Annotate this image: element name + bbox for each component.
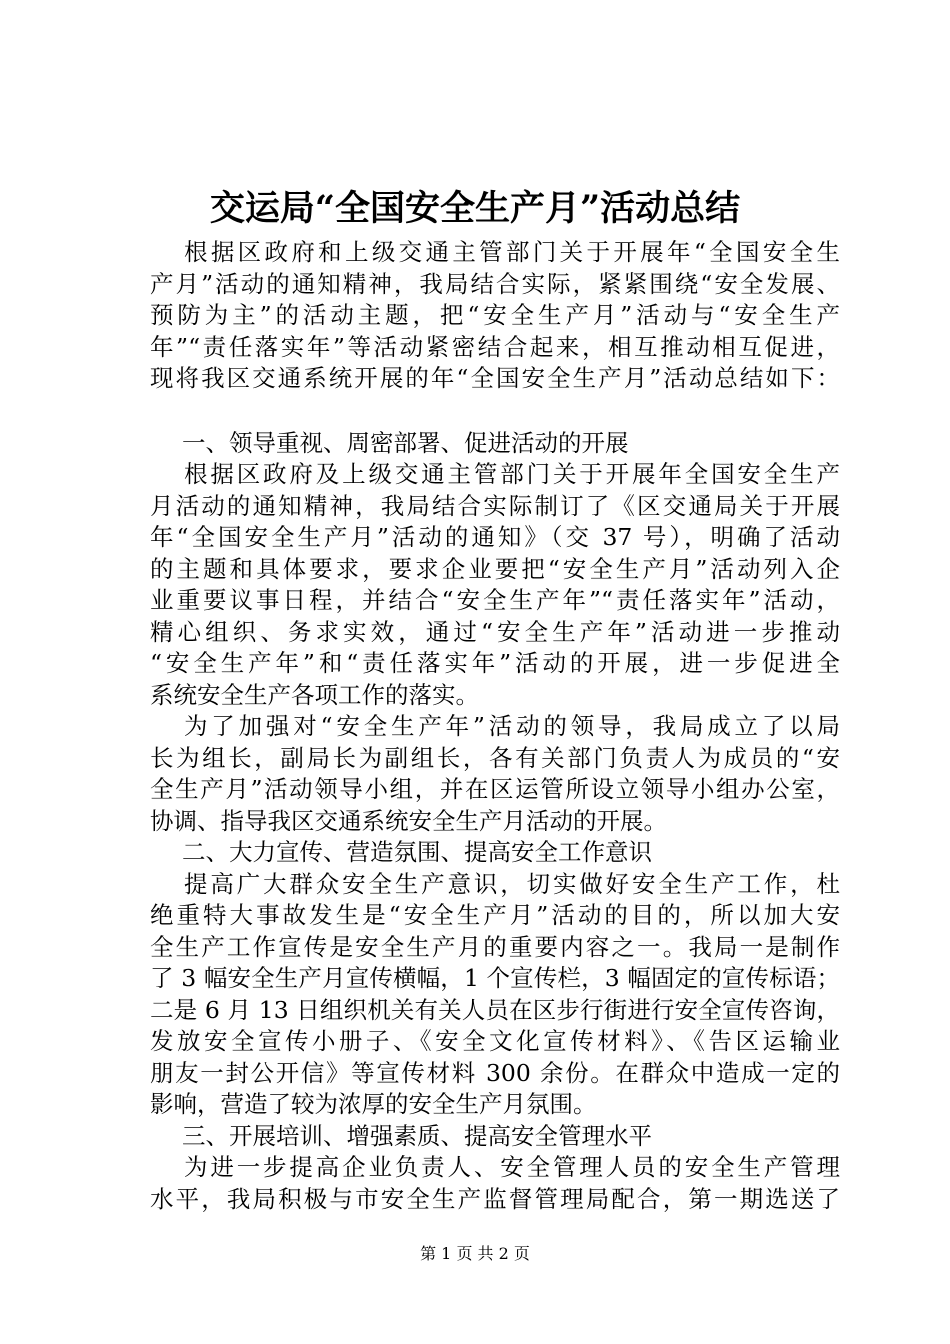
section-2-heading: 二、大力宣传、营造氛围、提高安全工作意识 (182, 838, 652, 866)
text-line: 二是 6 月 13 日组织机关有关人员在区步行街进行安全宣传咨询， (150, 995, 840, 1024)
document-title: 交运局“全国安全生产月”活动总结 (209, 188, 741, 229)
text-line: 朋友一封公开信》等宣传材料 300 余份。在群众中造成一定的 (150, 1058, 840, 1087)
section-2-paragraph (150, 869, 840, 1121)
text-line: 全生产月”活动领导小组，并在区运管所设立领导小组办公室， (150, 775, 840, 803)
section-1-paragraph-2 (150, 711, 840, 837)
page-footer: 第 1 页 共 2 页 (420, 1244, 530, 1263)
text-line: 提高广大群众安全生产意识，切实做好安全生产工作，杜 (184, 869, 840, 898)
text-line: 预防为主”的活动主题，把“安全生产月”活动与“安全生产 (150, 301, 840, 329)
text-line: 了 3 幅安全生产月宣传横幅，1 个宣传栏，3 幅固定的宣传标语； (150, 964, 840, 992)
text-line: 根据区政府和上级交通主管部门关于开展年“全国安全生 (184, 238, 840, 266)
text-line: 发放安全宣传小册子、《安全文化宣传材料》、《告区运输业 (150, 1027, 840, 1055)
document-body (150, 237, 840, 1215)
text-line: 协调、指导我区交通系统安全生产月活动的开展。 (150, 806, 667, 835)
text-line: 根据区政府及上级交通主管部门关于开展年全国安全生产 (184, 460, 840, 488)
text-line: “安全生产年”和“责任落实年”活动的开展，进一步促进全 (150, 649, 840, 677)
text-line: 现将我区交通系统开展的年“全国安全生产月”活动总结如下： (150, 364, 840, 392)
paragraph-gap (150, 395, 840, 428)
section-3-paragraph (150, 1152, 840, 1215)
text-line: 精心组织、务求实效，通过“安全生产年”活动进一步推动 (150, 617, 840, 646)
section-1-paragraph-1 (150, 459, 840, 711)
intro-paragraph (150, 237, 840, 395)
text-line: 业重要议事日程，并结合“安全生产年”“责任落实年”活动， (150, 586, 840, 614)
text-line: 月活动的通知精神，我局结合实际制订了《区交通局关于开展 (150, 491, 840, 520)
text-line: 产月”活动的通知精神，我局结合实际，紧紧围绕“安全发展、 (150, 269, 840, 298)
section-1-heading: 一、领导重视、周密部署、促进活动的开展 (182, 428, 629, 457)
section-3-heading: 三、开展培训、增强素质、提高安全管理水平 (182, 1121, 652, 1150)
text-line: 系统安全生产各项工作的落实。 (150, 680, 479, 709)
text-line: 长为组长，副局长为副组长，各有关部门负责人为成员的“安 (150, 743, 840, 772)
text-line: 水平，我局积极与市安全生产监督管理局配合，第一期选送了 (150, 1184, 840, 1213)
text-line: 全生产工作宣传是安全生产月的重要内容之一。我局一是制作 (150, 932, 840, 961)
text-line: 年“全国安全生产月”活动的通知》（交 37 号），明确了活动 (150, 523, 840, 551)
text-line: 年”“责任落实年”等活动紧密结合起来，相互推动相互促进， (150, 332, 840, 361)
text-line: 为了加强对“安全生产年”活动的领导，我局成立了以局 (184, 712, 840, 740)
text-line: 的主题和具体要求，要求企业要把“安全生产月”活动列入企 (150, 554, 840, 583)
text-line: 绝重特大事故发生是“安全生产月”活动的目的，所以加大安 (150, 901, 840, 929)
text-line: 为进一步提高企业负责人、安全管理人员的安全生产管理 (184, 1153, 840, 1181)
text-line: 影响，营造了较为浓厚的安全生产月氛围。 (150, 1090, 597, 1118)
